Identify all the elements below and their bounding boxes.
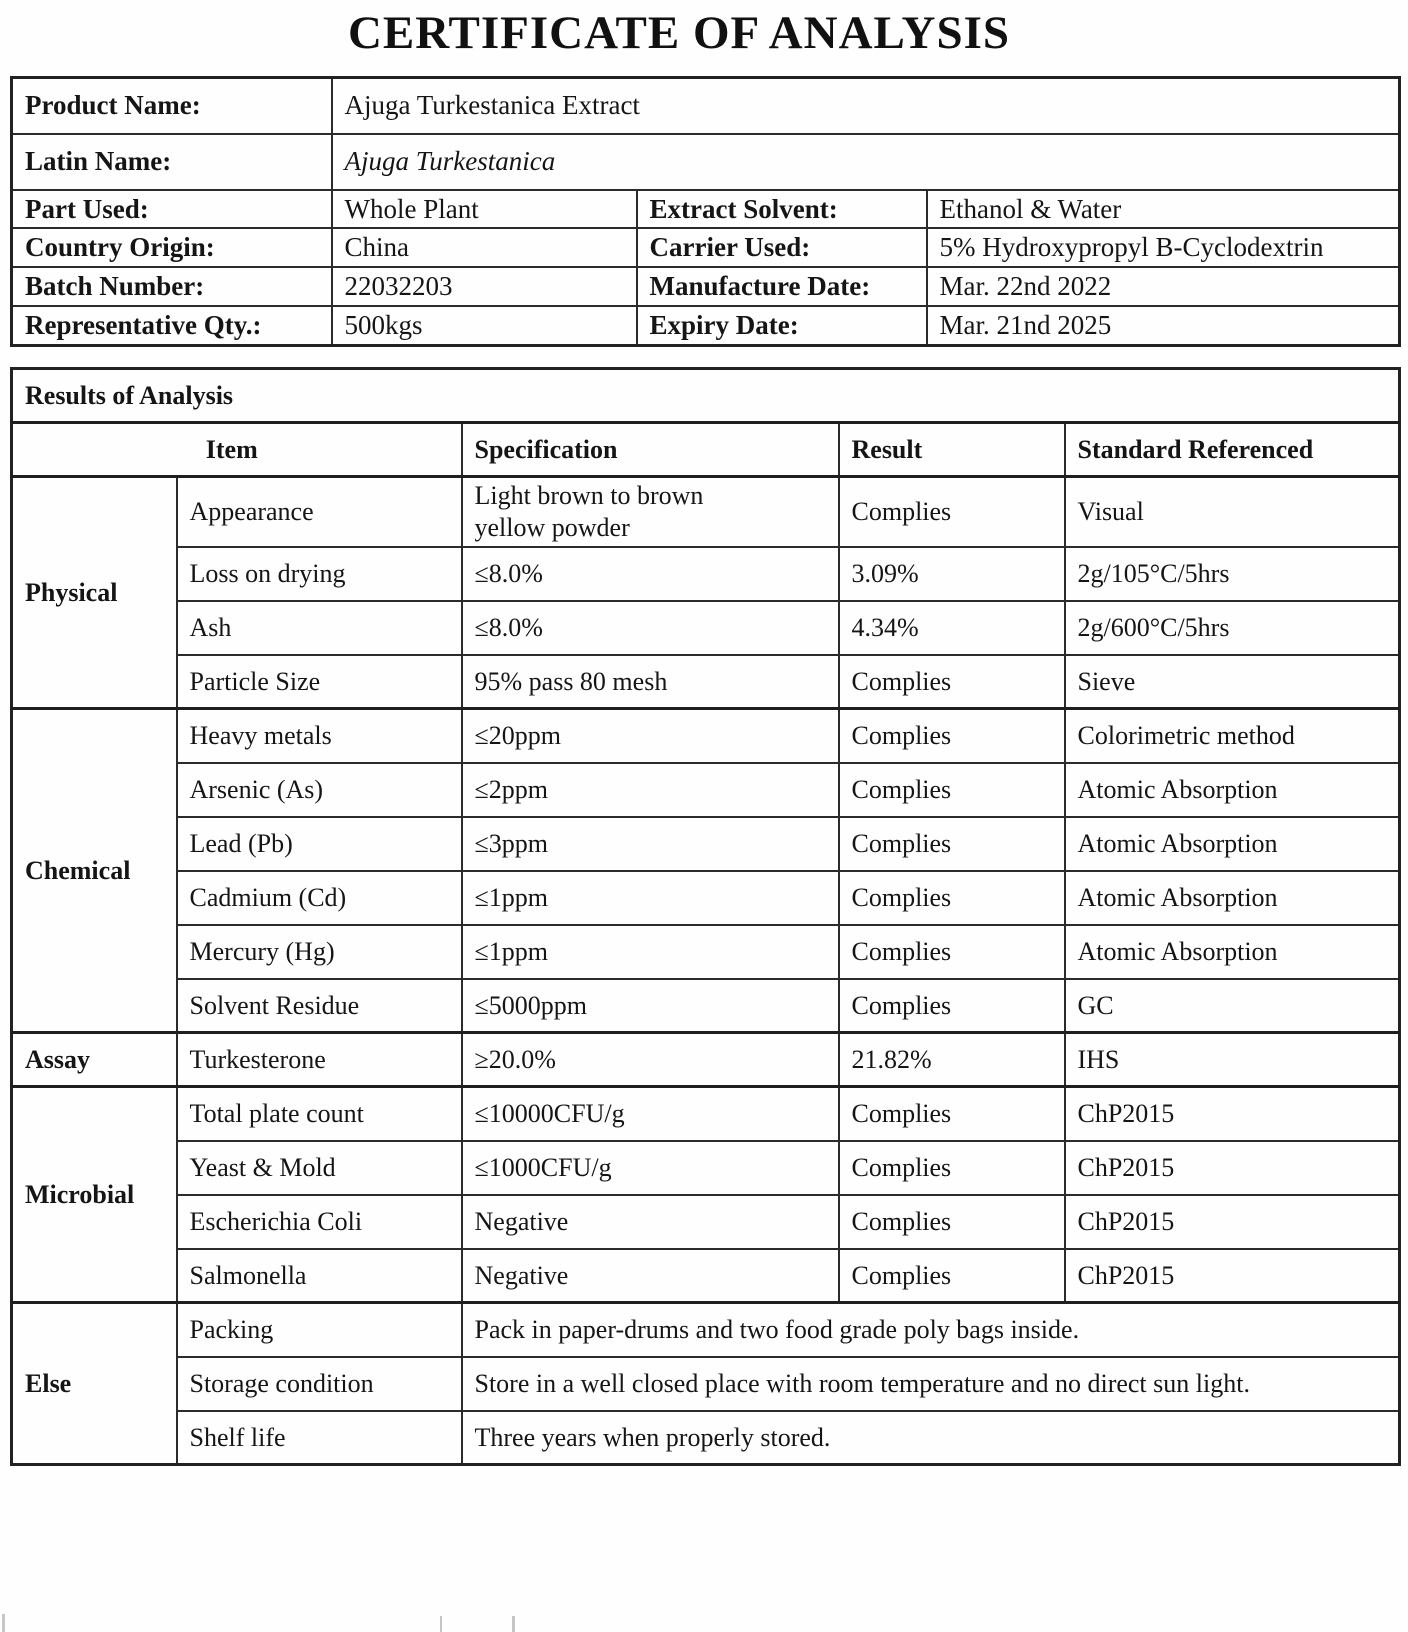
info-value: 500kgs <box>332 306 637 345</box>
info-value: 5% Hydroxypropyl B-Cyclodextrin <box>927 228 1400 267</box>
item-cell: Solvent Residue <box>177 979 462 1033</box>
column-header-specification: Specification <box>462 423 839 477</box>
row-solvent-residue <box>12 979 1400 1033</box>
info-label: Extract Solvent: <box>637 190 927 229</box>
info-label: Carrier Used: <box>637 228 927 267</box>
info-value: Mar. 22nd 2022 <box>927 267 1400 306</box>
result-cell: Complies <box>839 477 1065 547</box>
spec-cell: ≤2ppm <box>462 763 839 817</box>
info-value: Ajuga Turkestanica Extract <box>332 78 1400 134</box>
standard-cell: Atomic Absorption <box>1065 763 1400 817</box>
item-cell: Ash <box>177 601 462 655</box>
info-label: Batch Number: <box>12 267 332 306</box>
result-cell: Complies <box>839 817 1065 871</box>
standard-cell: Sieve <box>1065 655 1400 709</box>
standard-cell: ChP2015 <box>1065 1087 1400 1141</box>
results-section-title: Results of Analysis <box>12 369 1400 423</box>
row-turkesterone <box>12 1033 1400 1087</box>
row-salmonella <box>12 1249 1400 1303</box>
item-cell: Escherichia Coli <box>177 1195 462 1249</box>
info-row-representative-qty <box>12 306 1400 345</box>
row-cadmium <box>12 871 1400 925</box>
standard-cell: Atomic Absorption <box>1065 925 1400 979</box>
scan-artifact <box>440 1616 442 1632</box>
item-cell: Loss on drying <box>177 547 462 601</box>
spec-cell: Negative <box>462 1195 839 1249</box>
column-header-item: Item <box>12 423 462 477</box>
info-label: Representative Qty.: <box>12 306 332 345</box>
standard-cell: 2g/600°C/5hrs <box>1065 601 1400 655</box>
item-cell: Heavy metals <box>177 709 462 763</box>
info-value: China <box>332 228 637 267</box>
row-arsenic <box>12 763 1400 817</box>
info-label: Manufacture Date: <box>637 267 927 306</box>
spec-cell: ≤1ppm <box>462 925 839 979</box>
row-yeast-mold <box>12 1141 1400 1195</box>
standard-cell: ChP2015 <box>1065 1249 1400 1303</box>
item-cell: Turkesterone <box>177 1033 462 1087</box>
result-cell: Complies <box>839 1195 1065 1249</box>
result-cell: Complies <box>839 709 1065 763</box>
item-cell: Total plate count <box>177 1087 462 1141</box>
spec-cell: ≤10000CFU/g <box>462 1087 839 1141</box>
spec-cell: ≤20ppm <box>462 709 839 763</box>
item-cell: Salmonella <box>177 1249 462 1303</box>
results-section-title-row <box>12 369 1400 423</box>
info-label: Part Used: <box>12 190 332 229</box>
group-label-chemical: Chemical <box>12 709 177 1033</box>
group-label-physical: Physical <box>12 477 177 709</box>
group-label-assay: Assay <box>12 1033 177 1087</box>
scan-artifact <box>2 1614 5 1632</box>
result-cell: Complies <box>839 871 1065 925</box>
info-value: 22032203 <box>332 267 637 306</box>
row-lead <box>12 817 1400 871</box>
standard-cell: Colorimetric method <box>1065 709 1400 763</box>
item-cell: Cadmium (Cd) <box>177 871 462 925</box>
result-cell: Complies <box>839 655 1065 709</box>
result-cell: 21.82% <box>839 1033 1065 1087</box>
info-row-product-name <box>12 78 1400 134</box>
item-cell: Yeast & Mold <box>177 1141 462 1195</box>
standard-cell: ChP2015 <box>1065 1141 1400 1195</box>
row-mercury <box>12 925 1400 979</box>
standard-cell: Atomic Absorption <box>1065 817 1400 871</box>
row-heavy-metals <box>12 709 1400 763</box>
spec-cell: ≥20.0% <box>462 1033 839 1087</box>
standard-cell: ChP2015 <box>1065 1195 1400 1249</box>
scan-artifact <box>512 1616 515 1632</box>
spec-text: Store in a well closed place with room temperature and no direct sun light. <box>474 1368 1250 1398</box>
spec-cell: ≤5000ppm <box>462 979 839 1033</box>
item-cell: Packing <box>177 1303 462 1357</box>
info-row-country-origin <box>12 228 1400 267</box>
spec-text: Light brown to brown yellow powder <box>474 481 704 542</box>
spec-cell <box>462 1357 1400 1411</box>
standard-cell: Visual <box>1065 477 1400 547</box>
spec-cell: ≤8.0% <box>462 547 839 601</box>
spec-cell: Negative <box>462 1249 839 1303</box>
row-total-plate-count <box>12 1087 1400 1141</box>
info-row-part-used <box>12 190 1400 229</box>
row-appearance <box>12 477 1400 547</box>
item-cell: Mercury (Hg) <box>177 925 462 979</box>
info-label: Country Origin: <box>12 228 332 267</box>
product-info-table <box>10 76 1401 347</box>
result-cell: Complies <box>839 979 1065 1033</box>
spec-cell: ≤8.0% <box>462 601 839 655</box>
spec-cell: ≤3ppm <box>462 817 839 871</box>
spec-cell: 95% pass 80 mesh <box>462 655 839 709</box>
results-header-row <box>12 423 1400 477</box>
standard-cell: 2g/105°C/5hrs <box>1065 547 1400 601</box>
spec-cell <box>462 477 839 547</box>
standard-cell: Atomic Absorption <box>1065 871 1400 925</box>
item-cell: Lead (Pb) <box>177 817 462 871</box>
info-value: Mar. 21nd 2025 <box>927 306 1400 345</box>
document-title: CERTIFICATE OF ANALYSIS <box>347 7 1011 59</box>
info-label: Product Name: <box>12 78 332 134</box>
result-cell: 4.34% <box>839 601 1065 655</box>
results-of-analysis-table <box>10 367 1401 1466</box>
standard-cell: GC <box>1065 979 1400 1033</box>
group-label-microbial: Microbial <box>12 1087 177 1303</box>
row-loss-on-drying <box>12 547 1400 601</box>
row-storage-condition <box>12 1357 1400 1411</box>
column-header-result: Result <box>839 423 1065 477</box>
spec-cell: Three years when properly stored. <box>462 1411 1400 1465</box>
result-cell: Complies <box>839 1249 1065 1303</box>
item-cell: Particle Size <box>177 655 462 709</box>
result-cell: Complies <box>839 763 1065 817</box>
item-cell: Storage condition <box>177 1357 462 1411</box>
info-label: Expiry Date: <box>637 306 927 345</box>
spec-cell: ≤1ppm <box>462 871 839 925</box>
info-row-batch-number <box>12 267 1400 306</box>
spec-cell: ≤1000CFU/g <box>462 1141 839 1195</box>
info-value: Ethanol & Water <box>927 190 1400 229</box>
spec-cell: Pack in paper-drums and two food grade poly bags inside. <box>462 1303 1400 1357</box>
result-cell: 3.09% <box>839 547 1065 601</box>
column-header-standard: Standard Referenced <box>1065 423 1400 477</box>
info-value: Ajuga Turkestanica <box>332 134 1400 190</box>
row-ash <box>12 601 1400 655</box>
group-label-else: Else <box>12 1303 177 1465</box>
item-cell: Arsenic (As) <box>177 763 462 817</box>
row-escherichia-coli <box>12 1195 1400 1249</box>
row-particle-size <box>12 655 1400 709</box>
info-value: Whole Plant <box>332 190 637 229</box>
result-cell: Complies <box>839 925 1065 979</box>
result-cell: Complies <box>839 1141 1065 1195</box>
item-cell: Appearance <box>177 477 462 547</box>
row-shelf-life <box>12 1411 1400 1465</box>
result-cell: Complies <box>839 1087 1065 1141</box>
info-label: Latin Name: <box>12 134 332 190</box>
item-cell: Shelf life <box>177 1411 462 1465</box>
standard-cell: IHS <box>1065 1033 1400 1087</box>
info-row-latin-name <box>12 134 1400 190</box>
row-packing <box>12 1303 1400 1357</box>
